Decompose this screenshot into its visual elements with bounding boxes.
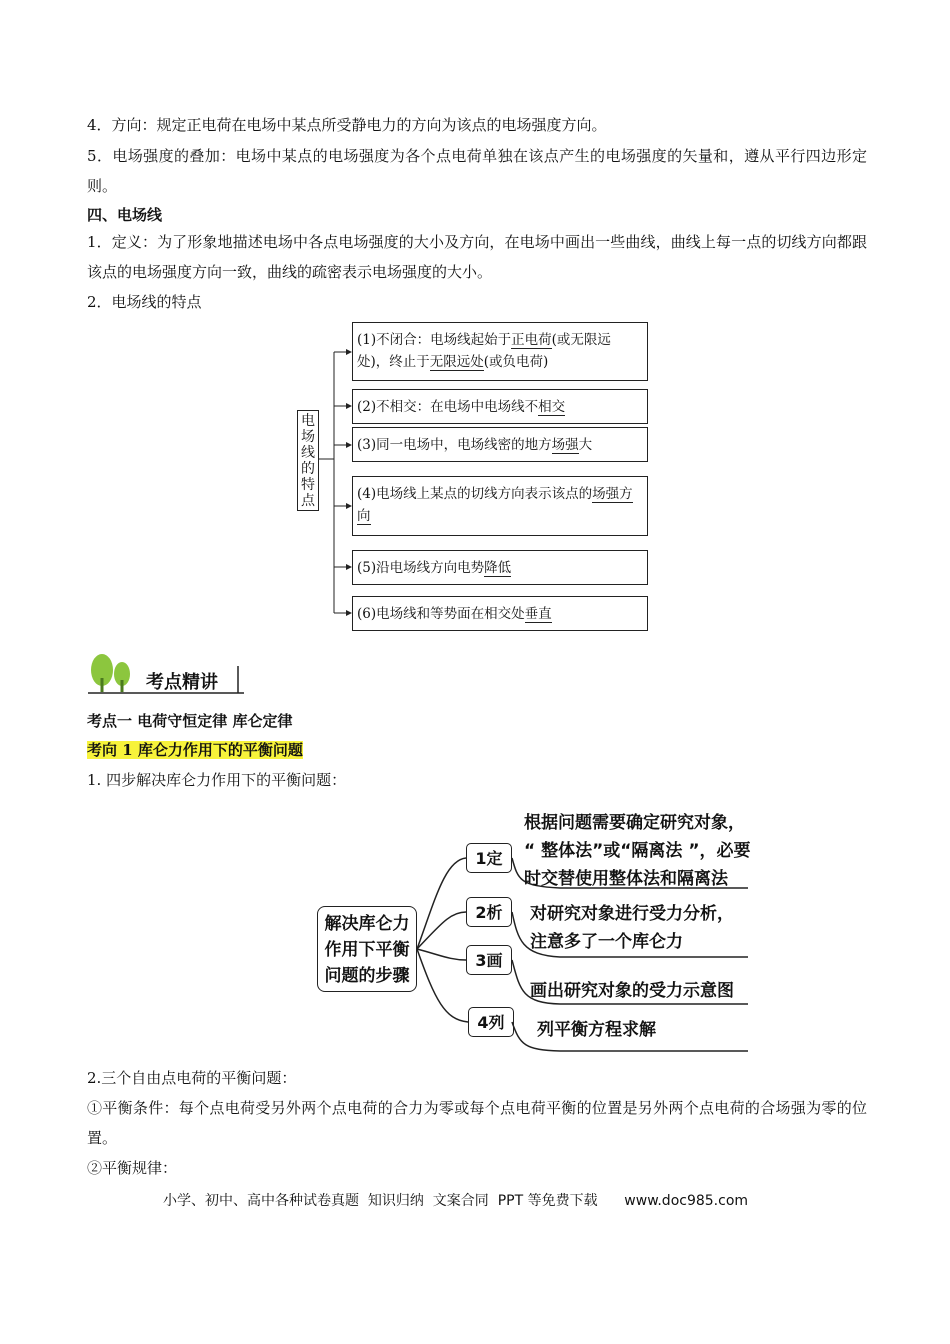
section-heading-field-lines: 四、电场线	[87, 206, 163, 224]
root-char: 点	[301, 492, 315, 509]
step-label-3: 3画	[466, 945, 512, 975]
root-char: 线	[301, 444, 315, 461]
feature-box-3: (3)同一电场中，电场线密的地方场强大	[352, 427, 648, 462]
kaoxiang-heading: 考向 1 库仑力作用下的平衡问题	[87, 741, 303, 759]
paragraph-condition: ①平衡条件：每个点电荷受另外两个点电荷的合力为零或每个点电荷平衡的位置是另外两个点电荷的合场强为零的位置。	[87, 1099, 867, 1147]
step-label-2: 2析	[466, 897, 512, 927]
footer-text: 小学、初中、高中各种试卷真题 知识归纳 文案合同 PPT 等免费下载 www.doc985.com	[163, 1193, 749, 1209]
root-char: 特	[301, 476, 315, 493]
kaodian-heading: 考点一 电荷守恒定律 库仑定律	[87, 712, 293, 730]
root-char: 电	[301, 412, 315, 429]
step-text-3: 画出研究对象的受力示意图	[530, 981, 734, 1001]
paragraph-rule: ②平衡规律：	[87, 1159, 178, 1177]
paragraph-direction: 4．方向：规定正电荷在电场中某点所受静电力的方向为该点的电场强度方向。	[87, 116, 607, 134]
paragraph-superposition: 5．电场强度的叠加：电场中某点的电场强度为各个点电荷单独在该点产生的电场强度的矢量和，遵从平行四边形定则。	[87, 147, 867, 195]
step-text-1: 根据问题需要确定研究对象， “ 整体法”或“隔离法 ”，必要 时交替使用整体法和隔离法	[524, 813, 751, 889]
paragraph-four-steps: 1. 四步解决库仑力作用下的平衡问题：	[87, 771, 347, 789]
root-char: 的	[301, 460, 315, 477]
root-char: 场	[301, 428, 315, 445]
step-text-2: 对研究对象进行受力分析， 注意多了一个库仑力	[530, 904, 734, 952]
banner-title: 考点精讲	[146, 672, 218, 693]
feature-box-6: (6)电场线和等势面在相交处垂直	[352, 596, 648, 631]
step-label-1: 1定	[466, 843, 512, 873]
feature-box-4: (4)电场线上某点的切线方向表示该点的场强方向	[352, 476, 648, 536]
step-text-4: 列平衡方程求解	[537, 1020, 656, 1040]
steps-root-box: 解决库仑力 作用下平衡 问题的步骤	[317, 906, 417, 992]
feature-box-1: (1)不闭合：电场线起始于正电荷(或无限远处)，终止于无限远处(或负电荷)	[352, 322, 648, 381]
step-label-4: 4列	[468, 1007, 514, 1037]
paragraph-features-title: 2．电场线的特点	[87, 293, 202, 311]
paragraph-definition: 1．定义：为了形象地描述电场中各点电场强度的大小及方向，在电场中画出一些曲线，曲线上每一点的切线方向都跟该点的电场强度方向一致，曲线的疏密表示电场强度的大小。	[87, 233, 867, 281]
paragraph-three-charges: 2.三个自由点电荷的平衡问题：	[87, 1069, 297, 1087]
feature-box-5: (5)沿电场线方向电势降低	[352, 550, 648, 585]
feature-box-2: (2)不相交：在电场中电场线不相交	[352, 389, 648, 424]
